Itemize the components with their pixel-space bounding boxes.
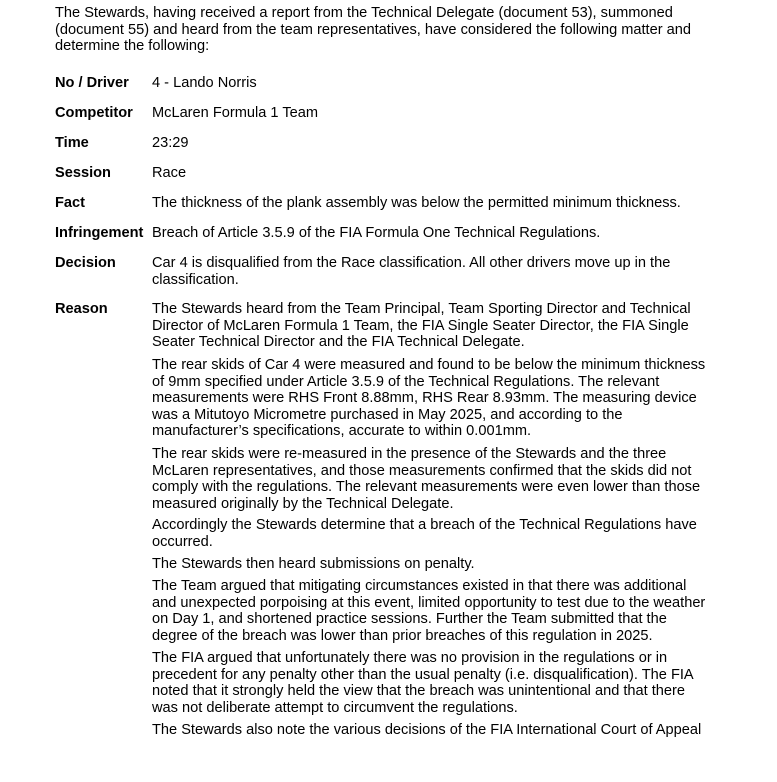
reason-line: The Team argued that mitigating circumstances existed in that there was additional [152,578,687,594]
field-value [152,195,752,212]
reason-line: occurred. [152,533,213,550]
reason-line: degree of the breach was lower than prior breaches of this regulation in 2025. [152,627,653,644]
reason-paragraph [152,446,752,512]
reason-line: was a Mitutoyo Micrometre purchased in May 2025, and according to the [152,406,623,423]
reason-line: The Stewards also note the various decisions of the FIA International Court of Appeal [152,722,702,738]
reason-line: Director of McLaren Formula 1 Team, the FIA Single Seater Director, the FIA Single [152,317,689,334]
intro-line: determine the following: [55,38,210,55]
reason-line: was not deliberate attempt to circumvent the regulations. [152,699,518,716]
reason-line: Seater Technical Director and the FIA Technical Delegate. [152,334,525,351]
reason-line: McLaren representatives, and those measurements confirmed that the skids did not [152,462,692,479]
reason-line: of 9mm specified under Article 3.5.9 of the Technical Regulations. The relevant [152,373,660,390]
field-value [152,135,752,152]
reason-line: measured originally by the Technical Delegate. [152,495,454,512]
field-label: Fact [55,195,86,211]
reason-line: manufacturer’s specifications, accurate to within 0.001mm. [152,423,532,440]
intro-line: The Stewards, having received a report from the Technical Delegate (document 53), summoned [55,5,673,21]
value-line: Breach of Article 3.5.9 of the FIA Formula One Technical Regulations. [152,225,601,241]
reason-paragraph [152,650,752,716]
reason-line: The FIA argued that unfortunately there was no provision in the regulations or in [152,650,668,666]
field-value [152,75,752,92]
value-line: McLaren Formula 1 Team [152,105,319,121]
field-label: Reason [55,301,108,317]
field-label: No / Driver [55,75,129,91]
value-line: Race [152,165,187,181]
value-line: Car 4 is disqualified from the Race classification. All other drivers move up in the [152,255,671,271]
field-label: Session [55,165,111,181]
field-label: Time [55,135,89,151]
value-line: 4 - Lando Norris [152,75,257,91]
reason-line: Accordingly the Stewards determine that a breach of the Technical Regulations have [152,517,697,533]
reason-line: The rear skids of Car 4 were measured and found to be below the minimum thickness [152,357,706,373]
reason-line: The rear skids were re-measured in the presence of the Stewards and the three [152,446,667,462]
reason-paragraph [152,556,752,573]
reason-line: The Stewards then heard submissions on penalty. [152,556,475,572]
reason-line: comply with the regulations. The relevant measurements were even lower than those [152,479,701,496]
reason-line: The Stewards heard from the Team Principal, Team Sporting Director and Technical [152,301,691,317]
field-value [152,105,752,122]
value-line: 23:29 [152,135,189,151]
field-value [152,225,752,242]
reason-paragraph [152,578,752,644]
intro-paragraph [55,5,755,55]
reason-line: measurements were RHS Front 8.88mm, RHS Rear 8.93mm. The measuring device [152,390,697,407]
reason-paragraph [152,517,752,550]
field-label: Competitor [55,105,133,121]
field-label: Infringement [55,225,144,241]
field-value [152,165,752,182]
reason-line: on Day 1, and shortened practice sessions. Further the Team submitted that the [152,611,667,628]
reason-line: and unexpected porpoising at this event, limited opportunity to test due to the weather [152,594,706,611]
reason-paragraph [152,357,752,440]
reason-paragraph [152,722,752,739]
field-value [152,255,752,288]
reason-line: noted that it strongly held the view that the breach was unintentional and that there [152,683,686,700]
value-line: The thickness of the plank assembly was below the permitted minimum thickness. [152,195,681,211]
field-label: Decision [55,255,116,271]
reason-paragraph [152,301,752,351]
value-line: classification. [152,271,239,288]
reason-line: precedent for any penalty other than the usual penalty (i.e. disqualification). The FIA [152,666,694,683]
intro-line: (document 55) and heard from the team representatives, have considered the following matter and [55,21,691,38]
